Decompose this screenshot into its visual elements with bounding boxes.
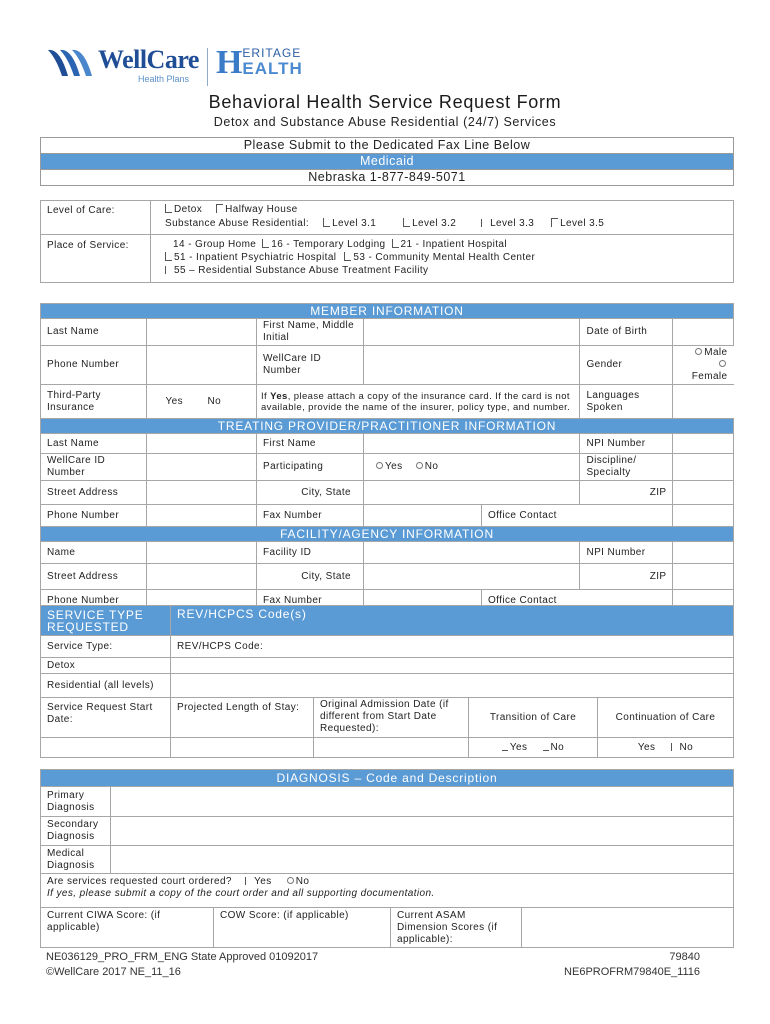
- court-yes-radio[interactable]: Yes: [245, 876, 272, 887]
- provider-npi-field[interactable]: [673, 434, 734, 454]
- form-id: NE6PROFRM79840E_1116: [564, 966, 700, 978]
- pos-55-checkbox[interactable]: 55 – Residential Substance Abuse Treatment Facility: [165, 265, 428, 276]
- start-date-field[interactable]: [41, 738, 171, 758]
- provider-phone-label: Phone Number: [41, 505, 147, 527]
- member-info-header: MEMBER INFORMATION: [41, 304, 734, 319]
- provider-last-name-field[interactable]: [147, 434, 257, 454]
- asam-score-label: Current ASAM Dimension Scores (if applicable):: [391, 908, 522, 948]
- continuation-no-checkbox[interactable]: No: [671, 742, 694, 753]
- provider-office-field[interactable]: [673, 505, 734, 527]
- facility-zip-label: ZIP: [580, 564, 673, 590]
- member-dob-label: Date of Birth: [580, 319, 673, 346]
- service-type-label: Service Type:: [41, 636, 171, 658]
- provider-street-field[interactable]: [147, 481, 257, 505]
- member-wellcare-id-label: WellCare ID Number: [257, 346, 364, 385]
- facility-info-header: FACILITY/AGENCY INFORMATION: [41, 527, 734, 542]
- participating-no-radio[interactable]: No: [416, 461, 439, 472]
- detox-checkbox[interactable]: Detox: [165, 204, 202, 216]
- transition-of-care-label: Transition of Care: [469, 698, 598, 738]
- projected-stay-label: Projected Length of Stay:: [171, 698, 314, 738]
- facility-name-label: Name: [41, 542, 147, 564]
- member-dob-field[interactable]: [673, 319, 734, 346]
- wellcare-swoosh-icon: [46, 46, 96, 86]
- service-type-header: SERVICE TYPE REQUESTED: [41, 606, 171, 636]
- medical-diagnosis-label: Medical Diagnosis: [41, 846, 111, 874]
- facility-zip-field[interactable]: [673, 564, 734, 590]
- member-last-name-field[interactable]: [147, 319, 257, 346]
- secondary-diagnosis-field[interactable]: [111, 817, 734, 846]
- logo-divider: [207, 48, 208, 86]
- service-table: [40, 605, 734, 758]
- detox-service-label: Detox: [41, 658, 171, 674]
- third-party-label: Third-Party Insurance: [41, 385, 147, 419]
- primary-diagnosis-label: Primary Diagnosis: [41, 787, 111, 817]
- residential-service-label: Residential (all levels): [41, 674, 171, 698]
- level-3-2-checkbox[interactable]: Level 3.2: [403, 218, 481, 230]
- copyright: ©WellCare 2017 NE_11_16: [46, 966, 181, 978]
- member-phone-label: Phone Number: [41, 346, 147, 385]
- pos-21-checkbox[interactable]: 21 - Inpatient Hospital: [392, 239, 507, 251]
- facility-fax-label: Fax Number: [257, 590, 364, 612]
- transition-no-checkbox[interactable]: No: [543, 742, 565, 753]
- member-first-name-label: First Name, Middle Initial: [257, 319, 364, 346]
- medical-diagnosis-field[interactable]: [111, 846, 734, 874]
- heritage-top-text: ERITAGE: [242, 46, 302, 60]
- secondary-diagnosis-label: Secondary Diagnosis: [41, 817, 111, 846]
- form-title: Behavioral Health Service Request Form: [208, 92, 562, 112]
- wellcare-wordmark: WellCare: [98, 45, 199, 74]
- cow-score-label: COW Score: (if applicable): [214, 908, 391, 948]
- diagnosis-table: [40, 769, 734, 908]
- level-3-5-checkbox[interactable]: Level 3.5: [551, 218, 604, 230]
- discipline-field[interactable]: [673, 454, 734, 481]
- facility-npi-field[interactable]: [673, 542, 734, 564]
- level-of-care-label: Level of Care:: [41, 201, 151, 235]
- facility-city-field[interactable]: [364, 564, 580, 590]
- pos-16-checkbox[interactable]: 16 - Temporary Lodging: [262, 239, 385, 251]
- court-order-note: If yes, please submit a copy of the court order and all supporting documentation.: [47, 888, 435, 899]
- original-admission-field[interactable]: [314, 738, 469, 758]
- provider-office-label: Office Contact: [482, 505, 673, 527]
- third-party-no[interactable]: No: [202, 385, 257, 419]
- primary-diagnosis-field[interactable]: [111, 787, 734, 817]
- form-number: 79840: [669, 951, 700, 963]
- heritage-h-icon: H: [215, 44, 243, 81]
- logo: [46, 46, 303, 86]
- insurance-note: If Yes, please attach a copy of the insurance card. If the card is not available, provide the name of the insurer, policy type, and number.: [257, 385, 580, 419]
- gender-male-radio[interactable]: Male: [695, 347, 727, 358]
- member-wellcare-id-field[interactable]: [364, 346, 580, 385]
- provider-wellcare-id-label: WellCare ID Number: [41, 454, 147, 481]
- participating-label: Participating: [257, 454, 364, 481]
- place-of-service-label: Place of Service:: [41, 235, 151, 283]
- languages-field[interactable]: [673, 385, 734, 419]
- provider-fax-field[interactable]: [364, 505, 482, 527]
- facility-name-field[interactable]: [147, 542, 257, 564]
- provider-last-name-label: Last Name: [41, 434, 147, 454]
- pos-14-checkbox[interactable]: 14 - Group Home: [173, 239, 257, 250]
- provider-first-name-label: First Name: [257, 434, 364, 454]
- provider-zip-label: ZIP: [580, 481, 673, 505]
- facility-npi-label: NPI Number: [580, 542, 673, 564]
- facility-street-label: Street Address: [41, 564, 147, 590]
- level-3-3-checkbox[interactable]: Level 3.3: [481, 218, 551, 230]
- footer-left: [46, 950, 318, 980]
- provider-first-name-field[interactable]: [364, 434, 580, 454]
- provider-npi-label: NPI Number: [580, 434, 673, 454]
- discipline-label: Discipline/ Specialty: [580, 454, 673, 481]
- heritage-bottom-text: EALTH: [242, 59, 303, 78]
- languages-label: Languages Spoken: [580, 385, 673, 419]
- continuation-yes-checkbox[interactable]: Yes: [637, 741, 656, 753]
- court-ordered-question: Are services requested court ordered?: [47, 876, 232, 887]
- start-date-label: Service Request Start Date:: [41, 698, 171, 738]
- rev-hcpcs-header: REV/HCPCS Code(s): [171, 606, 734, 636]
- participating-yes-radio[interactable]: Yes: [376, 461, 403, 472]
- member-gender-label: Gender: [580, 346, 673, 385]
- projected-stay-field[interactable]: [171, 738, 314, 758]
- sar-label: Substance Abuse Residential:: [165, 218, 310, 229]
- provider-street-label: Street Address: [41, 481, 147, 505]
- provider-zip-field[interactable]: [673, 481, 734, 505]
- provider-info-header: TREATING PROVIDER/PRACTITIONER INFORMATION: [41, 419, 734, 434]
- third-party-yes[interactable]: Yes: [147, 385, 202, 419]
- footer-right: [564, 950, 700, 980]
- member-phone-field[interactable]: [147, 346, 257, 385]
- health-plans-text: Health Plans: [138, 74, 190, 84]
- provider-wellcare-id-field[interactable]: [147, 454, 257, 481]
- member-last-name-label: Last Name: [41, 319, 147, 346]
- level-3-1-checkbox[interactable]: Level 3.1: [323, 218, 403, 230]
- scores-table: [40, 907, 734, 948]
- halfway-house-checkbox[interactable]: Halfway House: [216, 204, 297, 216]
- facility-office-label: Office Contact: [482, 590, 673, 612]
- pos-51-checkbox[interactable]: 51 - Inpatient Psychiatric Hospital: [165, 252, 336, 264]
- facility-id-label: Facility ID: [257, 542, 364, 564]
- fax-program: Medicaid: [41, 154, 733, 169]
- residential-code-field[interactable]: [171, 674, 734, 698]
- court-no-radio[interactable]: No: [287, 876, 310, 887]
- form-subtitle: Detox and Substance Abuse Residential (24/7) Services: [213, 115, 557, 129]
- facility-id-field[interactable]: [364, 542, 580, 564]
- fax-box: [40, 137, 734, 186]
- gender-female-radio[interactable]: Female: [692, 359, 728, 382]
- asam-score-field[interactable]: [522, 908, 734, 948]
- member-first-name-field[interactable]: [364, 319, 580, 346]
- rev-hcps-label: REV/HCPS Code:: [171, 636, 734, 658]
- pos-53-checkbox[interactable]: 53 - Community Mental Health Center: [344, 252, 535, 264]
- facility-city-label: City, State: [257, 564, 364, 590]
- transition-yes-checkbox[interactable]: Yes: [502, 742, 528, 753]
- provider-city-label: City, State: [257, 481, 364, 505]
- continuation-of-care-label: Continuation of Care: [598, 698, 734, 738]
- detox-code-field[interactable]: [171, 658, 734, 674]
- facility-street-field[interactable]: [147, 564, 257, 590]
- care-table: [40, 200, 734, 283]
- fax-instruction: Please Submit to the Dedicated Fax Line Below: [41, 138, 733, 154]
- info-table: [40, 303, 734, 612]
- diagnosis-header: DIAGNOSIS – Code and Description: [41, 770, 734, 787]
- provider-phone-field[interactable]: [147, 505, 257, 527]
- ciwa-score-label: Current CIWA Score: (if applicable): [41, 908, 214, 948]
- form-code: NE036129_PRO_FRM_ENG State Approved 01092017: [46, 951, 319, 963]
- fax-number: Nebraska 1-877-849-5071: [41, 169, 733, 185]
- original-admission-label: Original Admission Date (if different from Start Date Requested):: [314, 698, 469, 738]
- provider-city-field[interactable]: [364, 481, 580, 505]
- provider-fax-label: Fax Number: [257, 505, 364, 527]
- facility-phone-label: Phone Number: [41, 590, 147, 612]
